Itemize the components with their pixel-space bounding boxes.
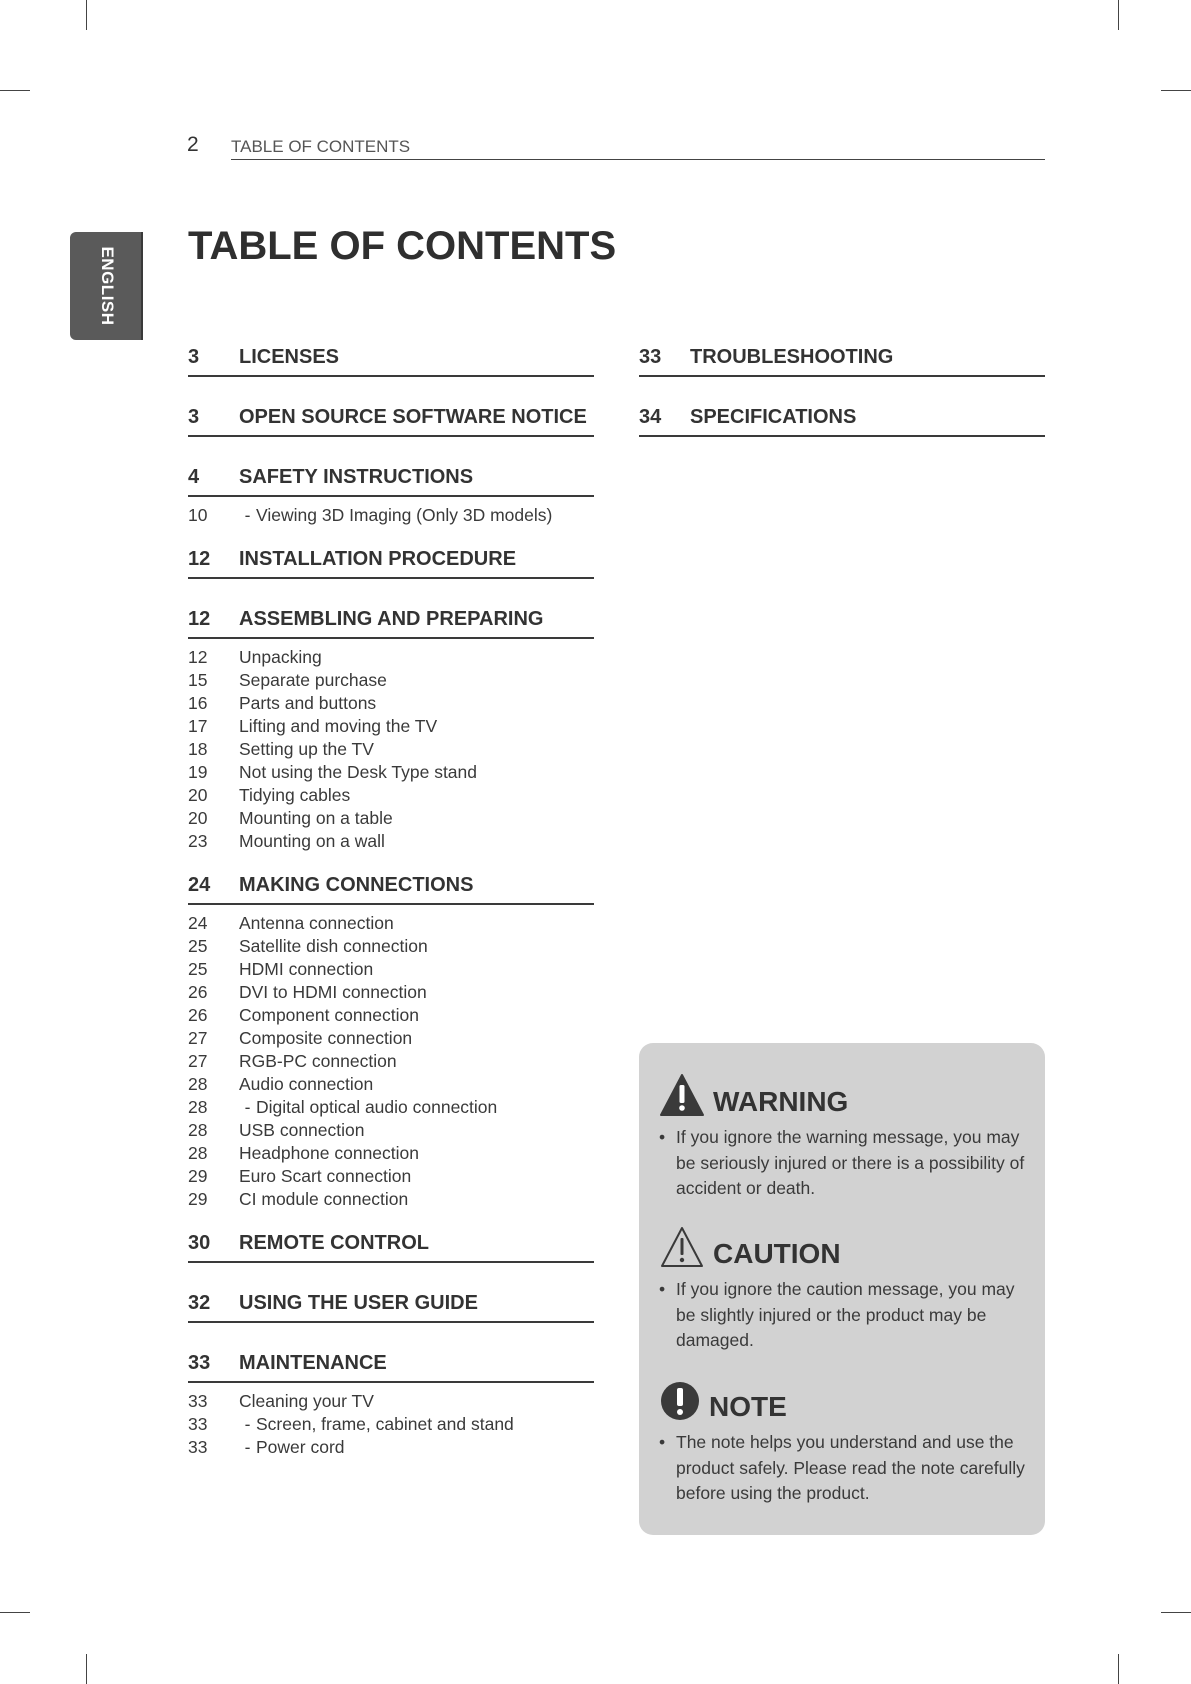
- toc-section: [188, 607, 594, 853]
- toc-section-title: MAKING CONNECTIONS: [239, 874, 474, 896]
- caution-text-row: [659, 1277, 1029, 1354]
- toc-section: [188, 1231, 594, 1263]
- toc-item: [188, 1165, 594, 1188]
- toc-item-list: [188, 912, 594, 1211]
- toc-section: [188, 873, 594, 1211]
- toc-section-heading: [188, 465, 594, 497]
- section-spacer: [188, 377, 594, 405]
- toc-item-page: 19: [188, 762, 208, 782]
- toc-item-page: 27: [188, 1051, 208, 1071]
- toc-item-text: Mounting on a wall: [239, 831, 385, 851]
- note-exclamation-circle-icon: [659, 1380, 701, 1422]
- note-text: The note helps you understand and use the product safely. Please read the note carefully before using the product.: [676, 1432, 1025, 1503]
- toc-item: [188, 738, 594, 761]
- crop-mark: [1118, 0, 1119, 30]
- header-page-number: 2: [187, 133, 199, 156]
- toc-item-page: 26: [188, 982, 208, 1002]
- toc-item-text: Composite connection: [239, 1028, 413, 1048]
- toc-section-title: ASSEMBLING AND PREPARING: [239, 608, 544, 630]
- crop-mark: [1161, 1612, 1191, 1613]
- caution-outline-triangle-icon: [659, 1225, 705, 1269]
- toc-section: [188, 345, 594, 377]
- toc-section-heading: [188, 607, 594, 639]
- toc-item-text: DVI to HDMI connection: [239, 982, 427, 1002]
- toc-item-page: 25: [188, 959, 208, 979]
- toc-item: [188, 504, 594, 527]
- toc-section-heading: [188, 547, 594, 579]
- crop-mark: [1161, 90, 1191, 91]
- toc-item-text: Antenna connection: [239, 913, 394, 933]
- section-spacer: [188, 1323, 594, 1351]
- warning-title: WARNING: [713, 1086, 849, 1117]
- note-notice: [659, 1378, 1029, 1507]
- toc-section-page: 4: [188, 466, 200, 488]
- toc-item-text: Lifting and moving the TV: [239, 716, 438, 736]
- toc-item-dash: -: [244, 1097, 251, 1117]
- toc-item-list: [188, 646, 594, 853]
- toc-section: [639, 345, 1045, 377]
- toc-item-page: 33: [188, 1414, 208, 1434]
- toc-item: [188, 1096, 594, 1119]
- toc-item-page: 20: [188, 808, 208, 828]
- toc-section: [188, 1291, 594, 1323]
- toc-item: [188, 761, 594, 784]
- bullet: •: [659, 1127, 666, 1147]
- toc-item-page: 33: [188, 1391, 208, 1411]
- toc-item-text: Component connection: [239, 1005, 419, 1025]
- toc-item-page: 18: [188, 739, 208, 759]
- toc-item: [188, 1188, 594, 1211]
- toc-item-page: 17: [188, 716, 208, 736]
- toc-section-heading: [188, 1291, 594, 1323]
- toc-item-page: 25: [188, 936, 208, 956]
- crop-mark: [1118, 1654, 1119, 1684]
- toc-item: [188, 958, 594, 981]
- warning-filled-triangle-icon: [659, 1073, 705, 1117]
- toc-item-text: Audio connection: [239, 1074, 374, 1094]
- toc-item-page: 28: [188, 1143, 208, 1163]
- toc-item-page: 28: [188, 1120, 208, 1140]
- toc-item-text: Euro Scart connection: [239, 1166, 412, 1186]
- toc-section-page: 3: [188, 346, 200, 368]
- language-tab-label: ENGLISH: [97, 246, 117, 326]
- caution-title: CAUTION: [713, 1238, 841, 1269]
- toc-item-text: Mounting on a table: [239, 808, 393, 828]
- bullet: •: [659, 1432, 666, 1452]
- toc-section-page: 30: [188, 1232, 211, 1254]
- page-title: TABLE OF CONTENTS: [188, 224, 617, 268]
- toc-item-text: Setting up the TV: [239, 739, 374, 759]
- section-spacer: [188, 579, 594, 607]
- toc-item: [188, 1027, 594, 1050]
- toc-section-heading: [188, 345, 594, 377]
- crop-mark: [0, 1612, 30, 1613]
- toc-left-column: [188, 345, 594, 1459]
- toc-section-title: OPEN SOURCE SOFTWARE NOTICE: [239, 406, 587, 428]
- toc-item-page: 23: [188, 831, 208, 851]
- toc-section: [639, 405, 1045, 437]
- warning-notice: [659, 1073, 1029, 1202]
- toc-item-dash: -: [244, 1414, 251, 1434]
- toc-item-dash: -: [244, 1437, 251, 1457]
- toc-section-page: 32: [188, 1292, 211, 1314]
- toc-section-heading: [188, 873, 594, 905]
- section-spacer: [188, 1211, 594, 1231]
- toc-item-text: Separate purchase: [239, 670, 387, 690]
- warning-text: If you ignore the warning message, you may be seriously injured or there is a possibility of accident or death.: [676, 1127, 1025, 1198]
- bullet: •: [659, 1279, 666, 1299]
- warning-text-row: [659, 1125, 1029, 1202]
- toc-item-list: [188, 1390, 594, 1459]
- toc-item-text: HDMI connection: [239, 959, 374, 979]
- toc-item: [188, 935, 594, 958]
- toc-section-title: SAFETY INSTRUCTIONS: [239, 466, 474, 488]
- toc-right-column: [639, 345, 1045, 437]
- toc-section-page: 33: [639, 346, 662, 368]
- toc-item-list: [188, 504, 594, 527]
- toc-item: [188, 1436, 594, 1459]
- toc-section: [188, 1351, 594, 1459]
- caution-notice: [659, 1225, 1029, 1354]
- toc-item-page: 20: [188, 785, 208, 805]
- crop-mark: [0, 90, 30, 91]
- toc-section-title: REMOTE CONTROL: [239, 1232, 429, 1254]
- toc-item-page: 24: [188, 913, 208, 933]
- toc-item: [188, 669, 594, 692]
- toc-section-page: 34: [639, 406, 662, 428]
- crop-mark: [86, 1654, 87, 1684]
- toc-section-heading: [188, 1351, 594, 1383]
- toc-section-title: INSTALLATION PROCEDURE: [239, 548, 517, 570]
- toc-item-page: 26: [188, 1005, 208, 1025]
- toc-item-page: 15: [188, 670, 208, 690]
- toc-item-text: Screen, frame, cabinet and stand: [256, 1414, 514, 1434]
- toc-section-heading: [639, 345, 1045, 377]
- toc-item-text: USB connection: [239, 1120, 365, 1140]
- toc-section-title: LICENSES: [239, 346, 340, 368]
- toc-item-page: 29: [188, 1166, 208, 1186]
- note-heading: [659, 1378, 1029, 1422]
- toc-item-text: Not using the Desk Type stand: [239, 762, 478, 782]
- header-rule: [231, 159, 1045, 160]
- toc-item-text: RGB-PC connection: [239, 1051, 397, 1071]
- toc-section-heading: [639, 405, 1045, 437]
- language-tab: [70, 232, 143, 340]
- section-spacer: [188, 437, 594, 465]
- section-spacer: [188, 853, 594, 873]
- toc-item-text: Parts and buttons: [239, 693, 377, 713]
- toc-item: [188, 1119, 594, 1142]
- toc-section: [188, 547, 594, 579]
- note-title: NOTE: [709, 1391, 787, 1422]
- toc-section-page: 12: [188, 548, 211, 570]
- toc-item-text: Headphone connection: [239, 1143, 420, 1163]
- caution-text: If you ignore the caution message, you may be slightly injured or the product may be damaged.: [676, 1279, 1015, 1350]
- caution-heading: [659, 1225, 1029, 1269]
- toc-section-page: 24: [188, 874, 211, 896]
- toc-section-title: TROUBLESHOOTING: [690, 346, 894, 368]
- toc-section-title: MAINTENANCE: [239, 1352, 387, 1374]
- toc-item-text: Unpacking: [239, 647, 322, 667]
- section-spacer: [188, 1263, 594, 1291]
- toc-section: [188, 405, 594, 437]
- toc-item: [188, 784, 594, 807]
- section-spacer: [188, 527, 594, 547]
- toc-item-text: Digital optical audio connection: [256, 1097, 498, 1117]
- toc-item: [188, 1142, 594, 1165]
- toc-item-dash: -: [244, 505, 251, 525]
- header-title: TABLE OF CONTENTS: [231, 137, 411, 156]
- toc-item-page: 28: [188, 1097, 208, 1117]
- toc-item-page: 28: [188, 1074, 208, 1094]
- toc-item: [188, 981, 594, 1004]
- toc-item-page: 33: [188, 1437, 208, 1457]
- toc-item: [188, 1073, 594, 1096]
- warning-heading: [659, 1073, 1029, 1117]
- toc-section-heading: [188, 405, 594, 437]
- toc-item: [188, 1390, 594, 1413]
- toc-item-page: 27: [188, 1028, 208, 1048]
- toc-section-heading: [188, 1231, 594, 1263]
- toc-item: [188, 715, 594, 738]
- toc-item: [188, 646, 594, 669]
- toc-item-page: 10: [188, 505, 208, 525]
- toc-section-page: 12: [188, 608, 211, 630]
- note-text-row: [659, 1430, 1029, 1507]
- toc-item-text: CI module connection: [239, 1189, 409, 1209]
- toc-section-page: 33: [188, 1352, 211, 1374]
- toc-section-title: USING THE USER GUIDE: [239, 1292, 478, 1314]
- toc-item-page: 16: [188, 693, 208, 713]
- toc-item: [188, 1050, 594, 1073]
- toc-item-text: Satellite dish connection: [239, 936, 428, 956]
- toc-item-text: Cleaning your TV: [239, 1391, 374, 1411]
- toc-section-title: SPECIFICATIONS: [690, 406, 857, 428]
- toc-item-text: Tidying cables: [239, 785, 351, 805]
- toc-item: [188, 692, 594, 715]
- toc-section: [188, 465, 594, 527]
- toc-item-page: 29: [188, 1189, 208, 1209]
- toc-item: [188, 807, 594, 830]
- toc-item: [188, 912, 594, 935]
- crop-mark: [86, 0, 87, 30]
- toc-item-text: Viewing 3D Imaging (Only 3D models): [256, 505, 553, 525]
- toc-item: [188, 1413, 594, 1436]
- toc-item-text: Power cord: [256, 1437, 345, 1457]
- section-spacer: [639, 377, 1045, 405]
- notice-legend-box: [639, 1043, 1045, 1535]
- toc-item-page: 12: [188, 647, 208, 667]
- toc-item: [188, 1004, 594, 1027]
- toc-section-page: 3: [188, 406, 200, 428]
- toc-item: [188, 830, 594, 853]
